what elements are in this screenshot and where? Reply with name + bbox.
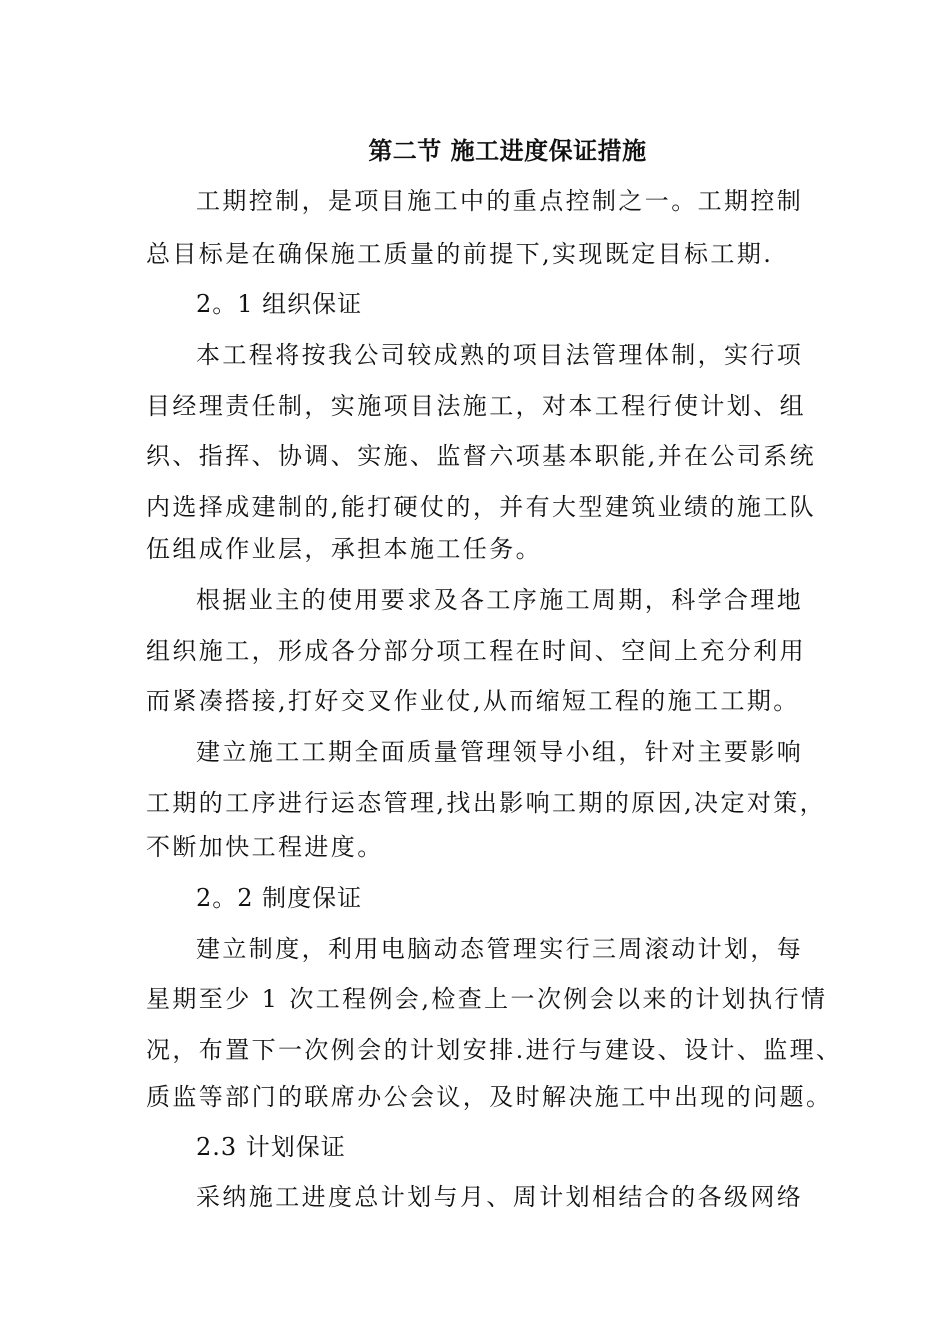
paragraph-line: 总目标是在确保施工质量的前提下,实现既定目标工期. <box>146 240 774 268</box>
paragraph-line: 目经理责任制，实施项目法施工，对本工程行使计划、组 <box>146 392 806 420</box>
subsection-heading: 2。2 制度保证 <box>196 884 363 912</box>
paragraph-line: 本工程将按我公司较成熟的项目法管理体制，实行项 <box>196 341 804 369</box>
paragraph-line: 织、指挥、协调、实施、监督六项基本职能,并在公司系统 <box>146 442 817 470</box>
paragraph-line: 星期至少 1 次工程例会,检查上一次例会以来的计划执行情 <box>146 985 828 1013</box>
subsection-heading: 2。1 组织保证 <box>196 290 363 318</box>
paragraph-line: 而紧凑搭接,打好交叉作业仗,从而缩短工程的施工工期。 <box>146 687 800 715</box>
paragraph-line: 不断加快工程进度。 <box>146 833 384 861</box>
paragraph-line: 建立制度，利用电脑动态管理实行三周滚动计划，每 <box>196 935 804 963</box>
paragraph-line: 工期控制，是项目施工中的重点控制之一。工期控制 <box>196 187 804 215</box>
paragraph-line: 建立施工工期全面质量管理领导小组，针对主要影响 <box>196 738 804 766</box>
subsection-heading: 2.3 计划保证 <box>196 1133 346 1161</box>
paragraph-line: 采纳施工进度总计划与月、周计划相结合的各级网络 <box>196 1183 804 1211</box>
paragraph-line: 根据业主的使用要求及各工序施工周期，科学合理地 <box>196 586 804 614</box>
paragraph-line: 伍组成作业层，承担本施工任务。 <box>146 535 542 563</box>
paragraph-line: 况，布置下一次例会的计划安排.进行与建设、设计、监理、 <box>146 1036 843 1064</box>
paragraph-line: 内选择成建制的,能打硬仗的，并有大型建筑业绩的施工队 <box>146 493 817 521</box>
paragraph-line: 工期的工序进行运态管理,找出影响工期的原因,决定对策， <box>146 789 827 817</box>
paragraph-line: 质监等部门的联席办公会议，及时解决施工中出现的问题。 <box>146 1083 833 1111</box>
section-title: 第二节 施工进度保证措施 <box>368 137 647 165</box>
paragraph-line: 组织施工，形成各分部分项工程在时间、空间上充分利用 <box>146 637 806 665</box>
